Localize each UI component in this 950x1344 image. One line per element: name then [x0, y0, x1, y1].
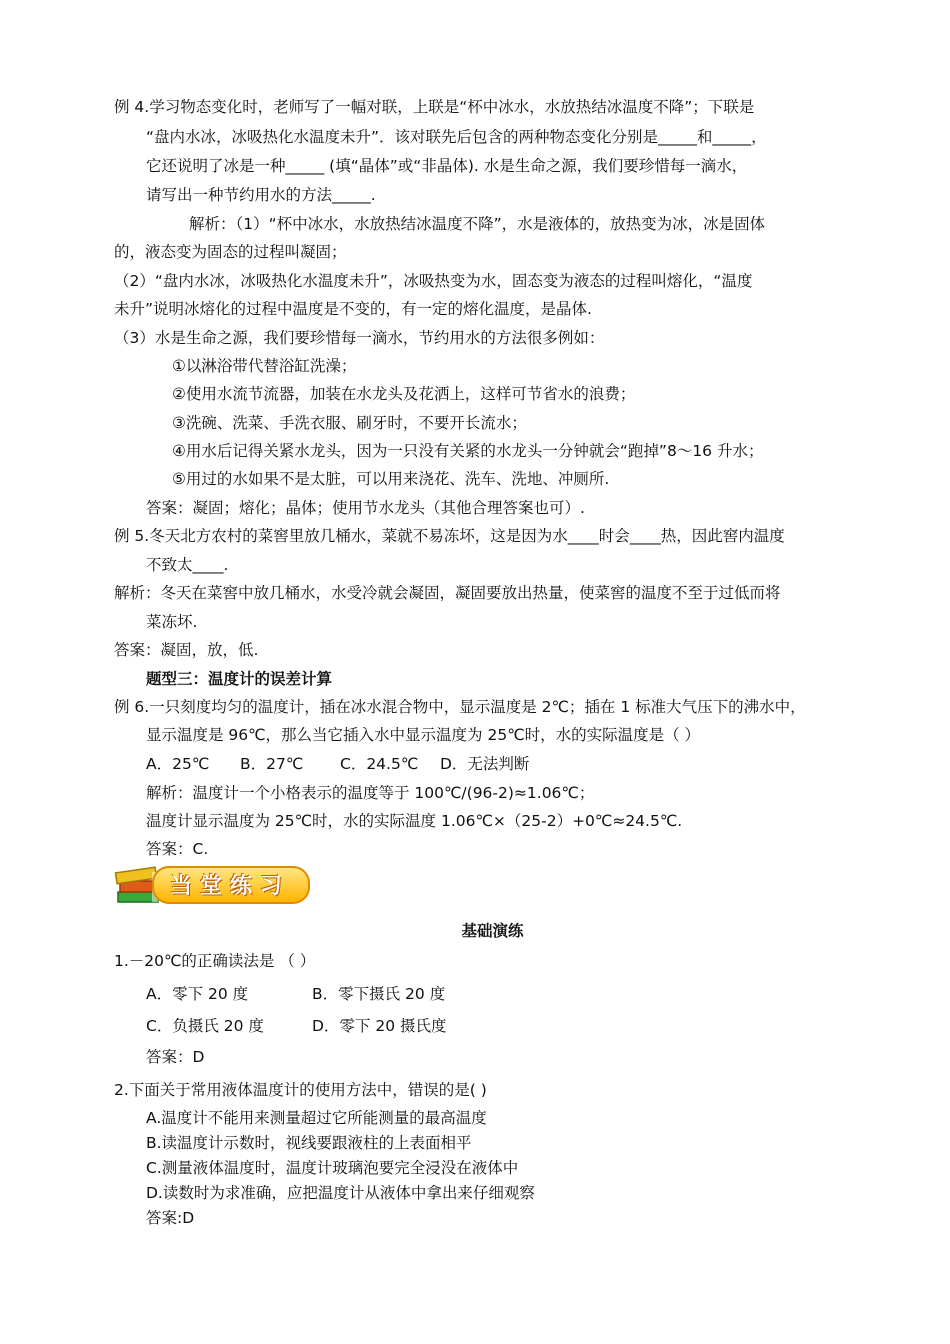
ex4-analysis-line-3: （2）“盘内水冰，冰吸热化水温度未升”，冰吸热变为水，固态变为液态的过程叫熔化，“温度	[114, 272, 753, 290]
ex6-option-a: A．25℃	[146, 755, 210, 773]
ex4-analysis-line-4: 未升”说明冰熔化的过程中温度是不变的，有一定的熔化温度，是晶体.	[114, 300, 592, 318]
ex4-method-5: ⑤用过的水如果不是太脏，可以用来浇花、洗车、洗地、冲厕所.	[172, 470, 610, 488]
ex6-option-b: B．27℃	[240, 755, 304, 773]
ex6-option-d: D．无法判断	[440, 755, 530, 773]
q2-option-d: D.读数时为求准确，应把温度计从液体中拿出来仔细观察	[146, 1184, 535, 1202]
ex4-analysis-line-1: 解析：（1）“杯中冰水，水放热结冰温度不降”，水是液体的，放热变为冰，冰是固体	[189, 215, 766, 233]
ex6-analysis-line-1: 解析：温度计一个小格表示的温度等于 100℃/(96-2)≈1.06℃；	[146, 784, 595, 802]
ex6-option-c: C．24.5℃	[340, 755, 419, 773]
ex5-question-line-1: 例 5.冬天北方农村的菜窖里放几桶水，菜就不易冻坏，这是因为水____时会____热，因此窖内温度	[114, 527, 785, 545]
ex4-answer: 答案：凝固；熔化；晶体；使用节水龙头（其他合理答案也可）.	[146, 499, 585, 517]
ex4-method-1: ①以淋浴带代替浴缸洗澡；	[172, 357, 357, 375]
banner-title: 当堂练习	[170, 874, 291, 899]
q2-option-c: C.测量液体温度时，温度计玻璃泡要完全浸没在液体中	[146, 1159, 519, 1177]
ex4-question-line-2: “盘内水冰，冰吸热化水温度未升”．该对联先后包含的两种物态变化分别是_____和_____，	[146, 128, 767, 146]
ex6-question-line-1: 例 6.一只刻度均匀的温度计，插在冰水混合物中，显示温度是 2℃；插在 1 标准大气压下的沸水中，	[114, 698, 806, 716]
ex4-question-line-1: 例 4.学习物态变化时，老师写了一幅对联，上联是“杯中冰水，水放热结冰温度不降”；下联是	[114, 98, 755, 116]
q1-option-c: C．负摄氏 20 度	[146, 1017, 264, 1035]
ex4-question-line-3: 它还说明了冰是一种_____ (填“晶体”或“非晶体). 水是生命之源，我们要珍惜每一滴水，	[146, 157, 748, 175]
ex4-analysis-line-5: （3）水是生命之源，我们要珍惜每一滴水，节约用水的方法很多例如：	[114, 329, 605, 347]
q2-answer: 答案:D	[146, 1209, 195, 1227]
q1-option-d: D．零下 20 摄氏度	[312, 1017, 447, 1035]
q2-option-a: A.温度计不能用来测量超过它所能测量的最高温度	[146, 1109, 487, 1127]
ex4-method-3: ③洗碗、洗菜、手洗衣服、刷牙时，不要开长流水；	[172, 414, 527, 432]
q1-stem: 1.－20℃的正确读法是 （ ）	[114, 952, 316, 970]
ex5-analysis-line-1: 解析：冬天在菜窖中放几桶水，水受冷就会凝固，凝固要放出热量，使菜窖的温度不至于过低而将	[114, 584, 781, 602]
ex6-analysis-line-2: 温度计显示温度为 25℃时，水的实际温度 1.06℃×（25-2）+0℃≈24.5℃.	[146, 812, 683, 830]
ex6-answer: 答案：C.	[146, 840, 209, 858]
ex4-method-2: ②使用水流节流器，加装在水龙头及花洒上，这样可节省水的浪费；	[172, 385, 636, 403]
q2-stem: 2.下面关于常用液体温度计的使用方法中，错误的是( )	[114, 1081, 487, 1099]
ex4-method-4: ④用水后记得关紧水龙头，因为一只没有关紧的水龙头一分钟就会“跑掉”8～16 升水；	[172, 442, 764, 460]
ex5-question-line-2: 不致太____.	[146, 556, 229, 574]
class-practice-banner	[112, 860, 312, 910]
type3-heading: 题型三：温度计的误差计算	[146, 670, 333, 688]
ex6-question-line-2: 显示温度是 96℃，那么当它插入水中显示温度为 25℃时，水的实际温度是（ ）	[146, 726, 701, 744]
ex5-answer: 答案：凝固，放，低.	[114, 641, 259, 659]
q1-option-b: B．零下摄氏 20 度	[312, 985, 446, 1003]
ex5-analysis-line-2: 菜冻坏.	[146, 613, 198, 631]
section-title: 基础演练	[461, 922, 524, 940]
q1-option-a: A．零下 20 度	[146, 985, 249, 1003]
q2-option-b: B.读温度计示数时，视线要跟液柱的上表面相平	[146, 1134, 472, 1152]
ex4-question-line-4: 请写出一种节约用水的方法_____.	[146, 186, 376, 204]
ex4-analysis-line-2: 的，液态变为固态的过程叫凝固；	[114, 243, 347, 261]
q1-answer: 答案：D	[146, 1048, 205, 1066]
